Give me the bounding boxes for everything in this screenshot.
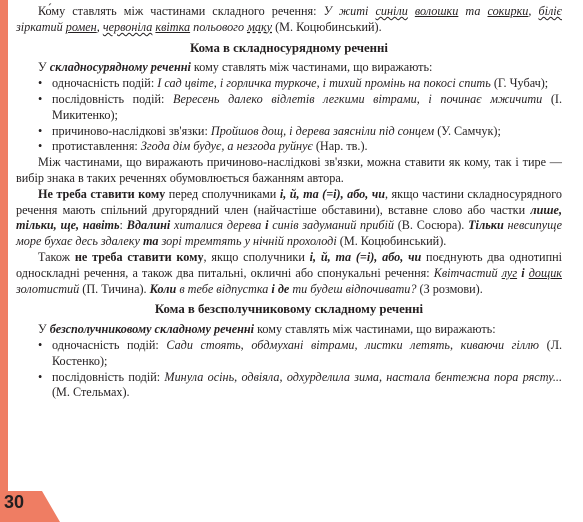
ex-text: невсипуще море бухає десь здалеку [16,218,562,249]
source: (В. Сосюра). [393,218,469,233]
predicate: червоніла [102,19,153,34]
text: : [119,218,127,233]
list-item [38,92,562,124]
source: (Л. Костенко); [52,337,563,368]
textbook-page [16,4,562,401]
heading-asyndetic-sentence: Кома в безсполучниковому складному реченні [154,302,424,317]
attribute: маку [247,19,273,34]
bullet-label: послідовність подій: [52,91,174,106]
asyndetic-bullet-list [16,338,562,401]
ex-text: золотистий [16,281,80,296]
conjunctions: і, й, та (=і), або, чи [279,186,385,201]
ex-bold: і [265,218,269,233]
bullet-label: одночасність подій: [52,76,158,91]
ex-bold: Вдалині [126,218,171,233]
ex-text: зорі тремтять у нічній прохолоді [158,234,337,249]
heading-compound-sentence: Кома в складносурядному реченні [190,40,388,55]
ex-text: Квітчастий [433,265,502,280]
bullet-icon: • [38,123,43,138]
source: (У. Самчук); [434,123,501,138]
no-comma-paragraph [16,187,562,250]
subject: сокирки [487,4,529,18]
predicate: біліє [538,4,562,18]
ex-text: , [96,19,103,34]
bullet-icon: • [38,369,43,384]
predicate: синіли [375,4,408,18]
bullet-example: Сади стоять, обдмухані вітрами, листки летять, киваючи гіллю [166,337,540,352]
compound-lead [16,60,562,76]
source: (З розмови). [416,281,483,296]
ex-text: , [528,4,539,18]
ex-text: ти будеш відпочивати? [289,281,417,296]
subject: луг [501,265,518,280]
text: У [38,60,50,75]
ex-text: та [458,4,488,18]
text: , якщо сполучники [203,249,310,264]
compound-bullet-list [16,76,562,155]
bullet-label: причиново-наслідкові зв'язки: [52,123,211,138]
ex-bold: і де [271,281,290,296]
term: безсполучниковому складному реченні [49,322,255,337]
ex-text: синів задуманий прибій [268,218,394,233]
ex-text: зіркатий [16,19,66,34]
bullet-example: Минула осінь, одвіяла, одхурделила зима, настала бентежна пора рясту... [164,369,562,384]
ex-bold: і [517,265,529,280]
subject: волошки [414,4,459,18]
intro-paragraph [16,4,562,36]
ex-text: хиталися дерева [170,218,266,233]
term: складносурядному реченні [49,60,191,75]
page-number: 30 [4,492,25,512]
bullet-icon: • [38,139,43,154]
text: кому ставлять між частинами, що виражають: [254,322,496,337]
text: , якщо частини складносурядного речення мають спільний другорядний член (найчастіше обставини), вставне слово або частки [16,186,562,217]
rule-emphasis: не треба ставити кому [74,249,204,264]
bullet-example: І сад цвіте, і горличка туркоче, і тихий промінь на покосі спить [157,76,491,91]
list-item [38,124,562,140]
ex-text: У житі [323,4,376,18]
list-item [38,139,562,155]
ex-text: в тебе відпустка [176,281,272,296]
bullet-example: Пройшов дощ, і дерева заясніли під сонцем [210,123,435,138]
list-item [38,76,562,92]
source: (Г. Чубач); [490,76,549,91]
bullet-example: Згода дім будує, а незгода руйнує [140,139,313,154]
subject: квітка [155,19,191,34]
conjunctions: і, й, та (=і), або, чи [309,249,422,264]
text: У [38,322,50,337]
bullet-icon: • [38,91,43,106]
particles: лише, тільки, ще, навіть [16,202,562,233]
bullet-label: протиставлення: [52,139,141,154]
asyndetic-lead [16,322,562,338]
text: поєднують два однотипні односкладні речення, а також два питальні, окличні або спонукальні речення: [16,249,563,280]
source: (М. Коцюбинський). [336,234,447,249]
text: Також [38,249,75,264]
subject: ромен [65,19,97,34]
source: (М. Коцюбинський). [272,19,382,34]
bullet-label: одночасність подій: [52,337,167,352]
source: (М. Стельмах). [52,385,130,400]
list-item [38,370,562,402]
intro-lead: Ко́му ставлять між частинами складного речення: [38,4,324,18]
text: перед сполучниками [165,186,280,201]
bullet-label: послідовність подій: [52,369,165,384]
cause-paragraph: Між частинами, що виражають причиново-наслідкові зв'язки, можна ставити як кому, так і тире — вибір знака в таких реченнях обумовлюється бажанням автора. [16,155,562,185]
source: (Нар. тв.). [312,139,368,154]
rule-emphasis: Не треба ставити кому [38,186,166,201]
bullet-icon: • [38,76,43,91]
ex-text: польового [190,19,248,34]
ex-text [408,4,415,18]
list-item [38,338,562,370]
text: кому ставлять між частинами, що виражають: [190,60,433,75]
source: (П. Тичина). [79,281,150,296]
ex-bold: Коли [149,281,177,296]
bullet-icon: • [38,337,43,352]
page-edge-bar [0,0,8,522]
ex-bold: Тільки [468,218,504,233]
subject: дощик [528,265,562,280]
source: (І. Микитенко); [52,91,562,122]
bullet-example: Вересень далеко відлетів легкими вітрами, і починає мжичити [173,91,543,106]
also-paragraph [16,250,562,297]
ex-bold: та [142,234,159,249]
